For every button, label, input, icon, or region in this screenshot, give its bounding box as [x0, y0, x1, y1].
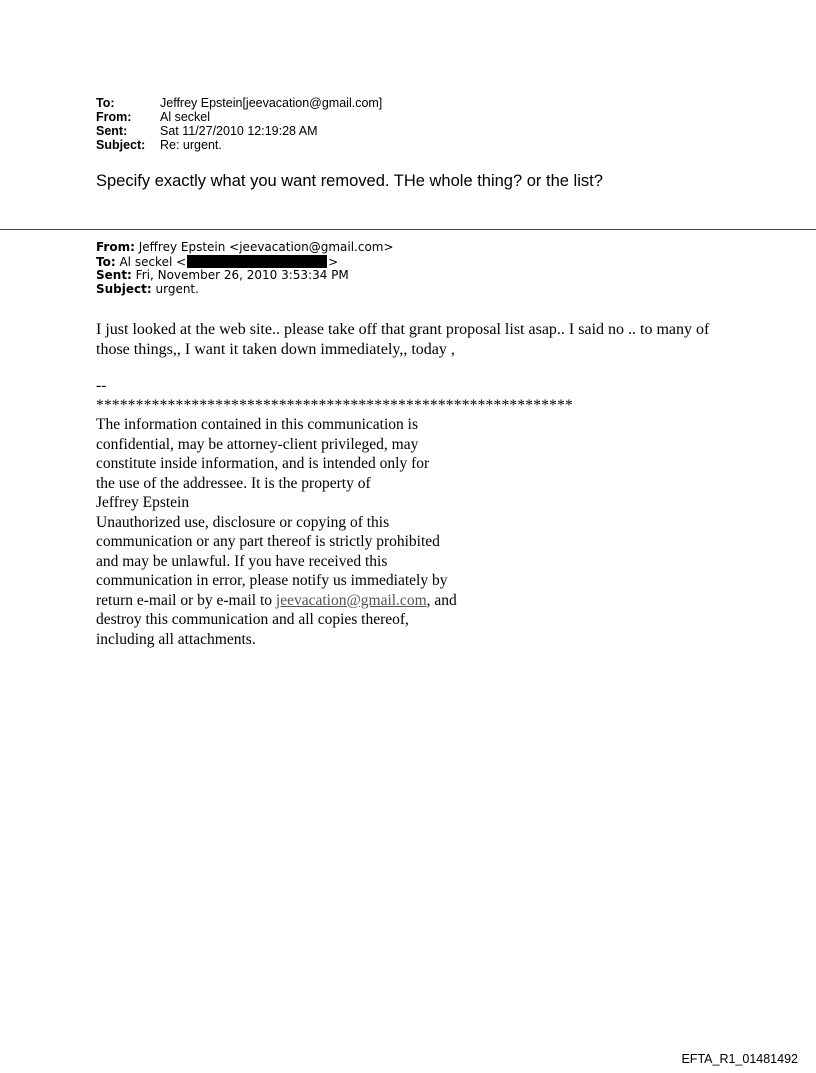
quoted-from-label: From: [96, 240, 135, 254]
quoted-sent-label: Sent: [96, 268, 132, 282]
signature-line: including all attachments. [96, 630, 256, 648]
reply-to-row [96, 96, 382, 110]
quoted-subject-value: urgent. [151, 281, 199, 296]
signature-line: and may be unlawful. If you have received this [96, 552, 388, 570]
reply-sent-row [96, 124, 382, 138]
signature-line: constitute inside information, and is intended only for [96, 455, 430, 472]
signature-line-prefix: return e-mail or by e-mail to [96, 591, 276, 609]
quoted-from-row [96, 241, 394, 255]
quoted-body-line: those things,, I want it taken down immediately,, today , [96, 341, 455, 358]
from-label: From: [96, 110, 132, 124]
quoted-body-line: I just looked at the web site.. please take off that grant proposal list asap.. I said no .. to many of [96, 321, 710, 338]
quoted-to-label: To: [96, 254, 116, 269]
reply-header [96, 96, 382, 152]
signature-block [96, 376, 573, 649]
email-link[interactable]: jeevacation@gmail.com [275, 591, 427, 609]
quoted-body [96, 320, 736, 360]
signature-line-suffix: , and [426, 591, 457, 609]
signature-line: communication in error, please notify us immediately by [96, 572, 448, 589]
signature-line: Unauthorized use, disclosure or copying of this [96, 513, 390, 531]
signature-line: The information contained in this communication is [96, 416, 418, 433]
message-divider [0, 229, 816, 230]
subject-label: Subject: [96, 138, 146, 152]
signature-line [96, 591, 516, 611]
quoted-from-value: Jeffrey Epstein <jeevacation@gmail.com> [134, 240, 394, 254]
quoted-sent-row [96, 269, 394, 283]
quoted-sent-value: Fri, November 26, 2010 3:53:34 PM [131, 268, 349, 282]
to-label: To: [96, 96, 115, 110]
sent-value: Sat 11/27/2010 12:19:28 AM [160, 124, 318, 138]
subject-value: Re: urgent. [160, 138, 222, 152]
quoted-subject-label: Subject: [96, 281, 152, 296]
signature-line: communication or any part thereof is strictly prohibited [96, 533, 440, 550]
quoted-header [96, 241, 394, 296]
from-value: Al seckel [160, 110, 211, 124]
reply-from-row [96, 110, 382, 124]
redaction-bar [187, 255, 327, 268]
signature-line: destroy this communication and all copies thereof, [96, 611, 409, 628]
document-id: EFTA_R1_01481492 [681, 1052, 798, 1066]
signature-line: confidential, may be attorney-client privileged, may [96, 435, 419, 453]
quoted-to-value: Al seckel < [115, 254, 187, 269]
quoted-subject-row [96, 283, 394, 297]
quoted-to-value-end: > [328, 254, 339, 269]
signature-line: Jeffrey Epstein [96, 494, 190, 511]
reply-subject-row [96, 138, 382, 152]
signature-line: the use of the addressee. It is the property of [96, 474, 371, 492]
reply-body-text: Specify exactly what you want removed. THe whole thing? or the list? [96, 172, 603, 190]
to-value: Jeffrey Epstein[jeevacation@gmail.com] [160, 96, 383, 110]
sent-label: Sent: [96, 124, 128, 138]
quoted-to-row [96, 255, 394, 270]
signature-dashes: -- [96, 377, 107, 394]
signature-stars: ************************************************************ [96, 396, 573, 414]
